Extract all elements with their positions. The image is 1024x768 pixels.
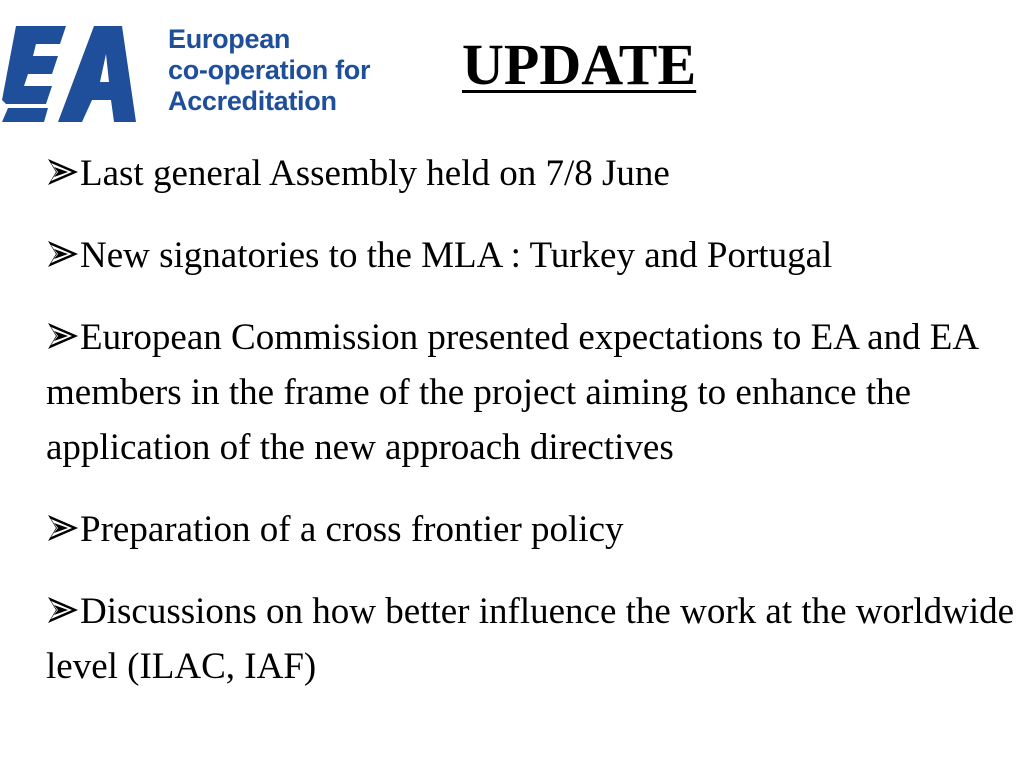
bullet-text: European Commission presented expectations to EA and EA members in the frame of the project aiming to enhance the application of the new approach directives — [46, 317, 978, 468]
logo-line-1: European — [168, 24, 291, 54]
logo-line-3: Accreditation — [168, 86, 337, 116]
ea-logo-text — [168, 24, 370, 117]
ea-logo — [0, 22, 410, 122]
arrow-bullet-icon — [46, 595, 80, 625]
bullet-text: Last general Assembly held on 7/8 June — [80, 153, 670, 194]
bullet-item — [46, 146, 1016, 201]
bullet-list — [46, 146, 1016, 721]
bullet-text: New signatories to the MLA : Turkey and Portugal — [80, 235, 833, 276]
bullet-item — [46, 310, 1016, 475]
arrow-bullet-icon — [46, 321, 80, 351]
bullet-item — [46, 502, 1016, 557]
arrow-bullet-icon — [46, 513, 80, 543]
bullet-text: Preparation of a cross frontier policy — [80, 509, 624, 550]
bullet-text: Discussions on how better influence the work at the worldwide level (ILAC, IAF) — [46, 591, 1015, 687]
arrow-bullet-icon — [46, 239, 80, 269]
bullet-item — [46, 228, 1016, 283]
arrow-bullet-icon — [46, 157, 80, 187]
slide-title: UPDATE — [462, 32, 697, 97]
bullet-item — [46, 584, 1016, 694]
ea-logo-mark — [2, 26, 138, 122]
logo-line-2: co-operation for — [168, 55, 371, 85]
